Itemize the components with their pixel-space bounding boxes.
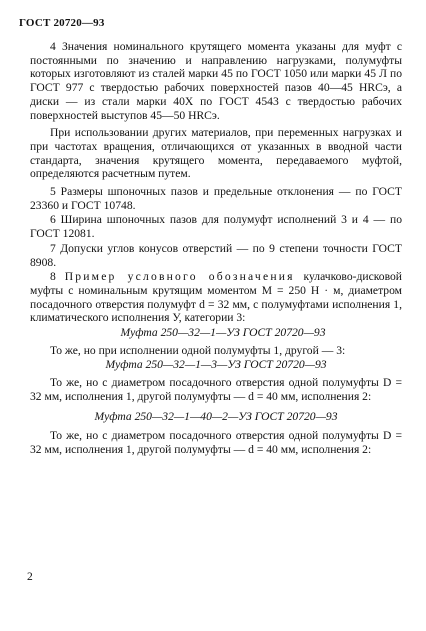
example-designation-3: Муфта 250—32—1—40—2—УЗ ГОСТ 20720—93	[94, 409, 338, 423]
document-header: ГОСТ 20720—93	[19, 17, 105, 29]
paragraph-8-number: 8	[50, 270, 56, 284]
paragraph-8-spaced-heading: Пример условного обозначения	[64, 270, 295, 284]
paragraph-4: 4 Значения номинального крутящего момента указаны для муфт с постоянными по значению и направлению нагрузками, полумуфты которых изготовляют из сталей марки 45 по ГОСТ 1050 или марки 45 Л по ГОСТ 977 с твердостью рабочих поверхностей пазов 40—45 HRCэ, а диски — из стали марки 40Х по ГОСТ 4543 с твердостью рабочих поверхностей выступов 45—50 HRCэ.	[30, 40, 402, 122]
document-body	[30, 40, 402, 461]
paragraph-6: 6 Ширина шпоночных пазов для полумуфт исполнений 3 и 4 — по ГОСТ 12081.	[30, 213, 402, 241]
example-designation-1: Муфта 250—32—1—УЗ ГОСТ 20720—93	[120, 326, 326, 340]
paragraph-same-1: То же, но при исполнении одной полумуфты 1, другой — 3:	[50, 343, 346, 357]
paragraph-4-continued: При использовании других материалов, при переменных нагрузках и при частотах вращения, отличающихся от указанных в вводной части стандарта, значения крутящего момента, передаваемого муфтой, определяются расчетным путем.	[30, 126, 402, 181]
paragraph-same-2: То же, но с диаметром посадочного отверстия одной полумуфты D = 32 мм, исполнения 1, другой полумуфты — d = 40 мм, исполнения 2:	[30, 376, 402, 403]
paragraph-5: 5 Размеры шпоночных пазов и предельные отклонения — по ГОСТ 23360 и ГОСТ 10748.	[30, 185, 402, 212]
paragraph-8-text: кулачково-дисковой муфты с номинальным крутящим моментом M = 250 Н · м, диаметром посадочного отверстия полумуфт d = 32 мм, с полумуфтами исполнения 1, климатического исполнения У, категории 3:	[30, 270, 402, 325]
example-designation-2: Муфта 250—32—1—3—УЗ ГОСТ 20720—93	[105, 358, 327, 372]
paragraph-7: 7 Допуски углов конусов отверстий — по 9 степени точности ГОСТ 8908.	[30, 241, 402, 269]
paragraph-same-3: То же, но с диаметром посадочного отверстия одной полумуфты D = 32 мм, исполнения 1, другой полумуфты — d = 40 мм, исполнения 2:	[30, 429, 402, 456]
page-number: 2	[27, 571, 33, 583]
paragraph-8	[30, 270, 402, 325]
